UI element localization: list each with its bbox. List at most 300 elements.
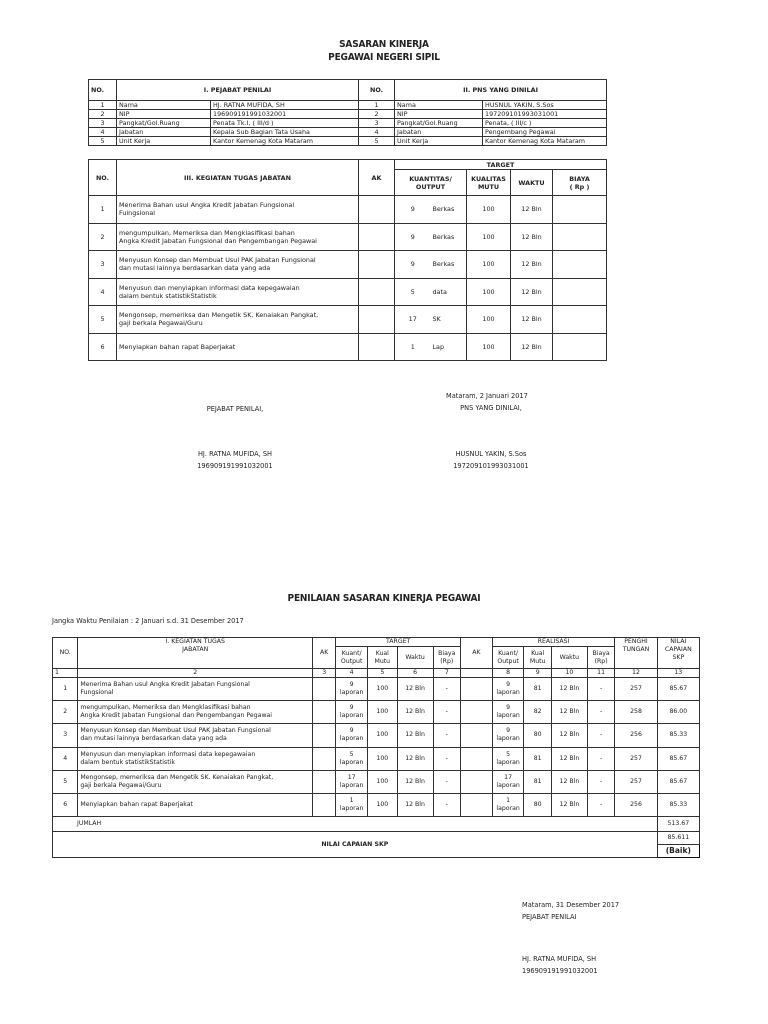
row-qty-value: 9 — [349, 704, 354, 712]
task-ak — [359, 196, 395, 224]
task-ak — [359, 306, 395, 334]
doc1-left-role: PEJABAT PENILAI, — [206, 405, 264, 413]
col-number: 2 — [78, 669, 313, 678]
task-row — [89, 251, 607, 279]
task-desc-line2: dan mutasi lainnya berdasarkan data yang ada — [119, 264, 271, 273]
row-qty-value: 17 — [504, 773, 513, 781]
penghitungan-line2: TUNGAN — [622, 646, 650, 653]
col-number: 10 — [551, 669, 587, 678]
task-ak — [359, 223, 395, 251]
id-label: Pangkat/Gol.Ruang — [117, 119, 211, 128]
row-real-qty — [492, 793, 524, 816]
row-target-qty — [336, 678, 368, 701]
doc2-name: HJ. RATNA MUFIDA, SH — [522, 955, 597, 963]
id-no2: 3 — [359, 119, 395, 128]
task-biaya — [553, 278, 607, 306]
task-no: 1 — [89, 196, 117, 224]
col-number: 9 — [524, 669, 551, 678]
task-ak — [359, 333, 395, 361]
row-real-qty — [492, 678, 524, 701]
row-target-mutu: 100 — [368, 724, 398, 747]
biaya-line1: Biaya — [592, 649, 610, 657]
task-unit: Lap — [431, 333, 467, 361]
doc1-right-name: HUSNUL YAKIN, S.Sos — [455, 450, 527, 458]
task-qty: 9 — [395, 251, 431, 279]
id-no: 2 — [89, 110, 117, 119]
task-no: 2 — [89, 223, 117, 251]
row-qty-value: 9 — [349, 681, 354, 689]
row-qty-unit: laporan — [339, 781, 364, 789]
task-desc — [117, 306, 359, 334]
task-desc-line1: Menerima Bahan usul Angka Kredit Jabatan Fungsional — [119, 201, 295, 210]
biaya-line1: Biaya — [438, 649, 456, 657]
doc1-task-table — [88, 159, 607, 196]
id-value2: 197209101993031001 — [483, 110, 607, 119]
row-desc — [78, 724, 313, 747]
col-number: 1 — [53, 669, 78, 678]
row-desc-line2: Angka Kredit Jabatan Fungsional dan Pengembangan Pegawai — [80, 712, 273, 720]
task-ak — [359, 278, 395, 306]
task-desc-line2: Angka Kredit Jabatan Fungsional dan Pengembangan Pegawai — [119, 236, 317, 245]
row-real-waktu: 12 Bln — [551, 747, 587, 770]
doc1-task-rows — [88, 195, 607, 361]
row-target-biaya: - — [433, 678, 461, 701]
task-no: 5 — [89, 306, 117, 334]
row-desc-line2: gaji berkala Pegawai/Guru — [80, 781, 162, 789]
row-target-waktu: 12 Bln — [397, 770, 433, 793]
task-waktu: 12 Bln — [511, 223, 553, 251]
row-qty-value: 1 — [506, 797, 511, 805]
kuant-line2: Output — [340, 657, 363, 665]
task-desc-line2: dalam bentuk statistikStatistik — [119, 291, 217, 300]
id-value2: Pengembang Pegawai — [483, 128, 607, 137]
row-target-waktu: 12 Bln — [397, 747, 433, 770]
row-desc-line1: Menyusun Konsep dan Membuat Usul PAK Jabatan Fungsional — [80, 727, 271, 735]
kuant-line2: Output — [497, 657, 519, 665]
biaya-label: BIAYA — [569, 174, 590, 183]
row-ak-target — [313, 678, 336, 701]
t-kual-header — [368, 647, 398, 669]
task-desc — [117, 223, 359, 251]
id-no: 3 — [89, 119, 117, 128]
row-ak-target — [313, 701, 336, 724]
row-ak-target — [313, 770, 336, 793]
kualitas-label: KUALITAS — [471, 174, 506, 183]
row-desc-line2: Fungsional — [80, 689, 114, 697]
kegiatan-line1: I. KEGIATAN TUGAS — [165, 638, 225, 645]
task-mutu: 100 — [467, 306, 511, 334]
row-qty-value: 9 — [349, 727, 354, 735]
row-qty-value: 1 — [349, 797, 354, 805]
biaya-line2: (Rp) — [594, 657, 608, 665]
row-real-biaya: - — [587, 724, 614, 747]
kuant-line1: Kuant/ — [498, 649, 519, 657]
id-no: 5 — [89, 137, 117, 146]
row-desc-line1: mengumpulkan, Memeriksa dan Mengklasifikasi bahan — [80, 704, 251, 712]
doc1-title-line1: SASARAN KINERJA — [339, 39, 429, 50]
row-no: 3 — [53, 724, 78, 747]
row-qty-value: 9 — [506, 727, 511, 735]
col-number: 12 — [615, 669, 657, 678]
table-row — [53, 747, 700, 770]
id-no: 4 — [89, 128, 117, 137]
t-waktu-header: Waktu — [397, 647, 433, 669]
table-row — [53, 770, 700, 793]
row-ak-target — [313, 793, 336, 816]
doc2-nip: 196909191991032001 — [522, 967, 598, 975]
kuant-line1: Kuant/ — [341, 649, 362, 657]
doc2-nilai-row — [53, 832, 700, 845]
task-header-target: TARGET — [395, 160, 607, 170]
col-number: 6 — [397, 669, 433, 678]
task-unit: Berkas — [431, 223, 467, 251]
table-row — [53, 678, 700, 701]
task-no: 4 — [89, 278, 117, 306]
id-no2: 1 — [359, 101, 395, 110]
doc1-header-pejabat: I. PEJABAT PENILAI — [117, 80, 359, 101]
row-target-biaya: - — [433, 701, 461, 724]
row-target-waktu: 12 Bln — [397, 701, 433, 724]
task-waktu: 12 Bln — [511, 278, 553, 306]
row-ak-realisasi — [461, 678, 493, 701]
doc2-header-no: NO. — [53, 638, 78, 669]
row-no: 1 — [53, 678, 78, 701]
row-no: 4 — [53, 747, 78, 770]
row-real-mutu: 80 — [524, 793, 551, 816]
doc1-place-date: Mataram, 2 Januari 2017 — [446, 392, 528, 400]
row-target-waktu: 12 Bln — [397, 678, 433, 701]
task-waktu: 12 Bln — [511, 196, 553, 224]
task-biaya — [553, 223, 607, 251]
row-qty-unit: laporan — [496, 781, 520, 789]
task-no: 3 — [89, 251, 117, 279]
row-real-mutu: 81 — [524, 770, 551, 793]
task-header-kegiatan: III. KEGIATAN TUGAS JABATAN — [117, 160, 359, 196]
doc1-identity-table — [88, 79, 607, 146]
biaya-line2: (Rp) — [440, 657, 454, 665]
id-no: 1 — [89, 101, 117, 110]
kegiatan-line2: JABATAN — [182, 646, 209, 653]
doc2-header-nilai — [657, 638, 699, 669]
task-desc — [117, 251, 359, 279]
table-row — [53, 701, 700, 724]
row-target-biaya: - — [433, 724, 461, 747]
row-real-biaya: - — [587, 770, 614, 793]
id-value: HJ. RATNA MUFIDA, SH — [211, 101, 359, 110]
rp-label: ( Rp ) — [569, 182, 590, 191]
row-real-qty — [492, 770, 524, 793]
id-label: Nama — [117, 101, 211, 110]
row-qty-value: 9 — [506, 681, 511, 689]
id-value: Kepala Sub Bagian Tata Usaha — [211, 128, 359, 137]
row-real-waktu: 12 Bln — [551, 770, 587, 793]
row-nilai: 85.67 — [657, 678, 699, 701]
task-waktu: 12 Bln — [511, 251, 553, 279]
id-label2: Nama — [395, 101, 483, 110]
task-waktu: 12 Bln — [511, 333, 553, 361]
row-target-waktu: 12 Bln — [397, 793, 433, 816]
row-qty-value: 9 — [506, 704, 511, 712]
id-value: Penata Tk.I, ( III/d ) — [211, 119, 359, 128]
doc1-left-nip: 196909191991032001 — [197, 462, 273, 470]
row-real-waktu: 12 Bln — [551, 793, 587, 816]
row-target-qty — [336, 724, 368, 747]
task-biaya — [553, 306, 607, 334]
row-ak-realisasi — [461, 747, 493, 770]
row-real-biaya: - — [587, 701, 614, 724]
task-desc-line1: Mengonsep, memeriksa dan Mengetik SK. Kenaiakan Pangkat, — [119, 311, 319, 320]
jumlah-label: JUMLAH — [53, 817, 658, 832]
nilai-line2: CAPAIAN — [664, 646, 692, 653]
id-value: 196909191991032001 — [211, 110, 359, 119]
task-row — [89, 196, 607, 224]
doc1-identity-row — [89, 110, 607, 119]
task-mutu: 100 — [467, 333, 511, 361]
row-desc — [78, 747, 313, 770]
row-target-mutu: 100 — [368, 770, 398, 793]
task-unit: Berkas — [431, 251, 467, 279]
output-label: OUTPUT — [415, 182, 446, 191]
col-number-empty — [461, 669, 493, 678]
col-number: 5 — [368, 669, 398, 678]
col-number: 13 — [657, 669, 699, 678]
r-waktu-header: Waktu — [551, 647, 587, 669]
row-target-qty — [336, 747, 368, 770]
task-unit: data — [431, 278, 467, 306]
nilai-capaian-value: 85.611 — [657, 832, 699, 845]
task-no: 6 — [89, 333, 117, 361]
col-number: 8 — [492, 669, 524, 678]
col-number: 4 — [336, 669, 368, 678]
row-no: 6 — [53, 793, 78, 816]
row-real-waktu: 12 Bln — [551, 678, 587, 701]
id-no2: 5 — [359, 137, 395, 146]
nilai-line1: NILAI — [670, 638, 687, 645]
row-desc — [78, 678, 313, 701]
row-nilai: 85.33 — [657, 724, 699, 747]
row-penghitungan: 258 — [615, 701, 657, 724]
task-desc-line2: Fuingsional — [119, 209, 156, 218]
row-nilai: 85.67 — [657, 770, 699, 793]
row-real-waktu: 12 Bln — [551, 701, 587, 724]
doc1-identity-row — [89, 128, 607, 137]
col-number: 3 — [313, 669, 336, 678]
row-desc-line2: dalam bentuk statistikStatistik — [80, 758, 175, 766]
row-real-qty — [492, 747, 524, 770]
doc2-jumlah-row — [53, 817, 700, 832]
doc2-header-ak-target: AK — [313, 638, 336, 669]
row-penghitungan: 256 — [615, 793, 657, 816]
id-label2: Unit Kerja — [395, 137, 483, 146]
row-target-biaya: - — [433, 793, 461, 816]
task-header-biaya — [553, 170, 607, 196]
row-qty-unit: laporan — [339, 712, 364, 720]
task-qty: 17 — [395, 306, 431, 334]
row-real-mutu: 82 — [524, 701, 551, 724]
doc2-title: PENILAIAN SASARAN KINERJA PEGAWAI — [287, 593, 481, 604]
row-nilai: 85.33 — [657, 793, 699, 816]
task-desc — [117, 333, 359, 361]
row-qty-value: 5 — [506, 750, 511, 758]
col-number: 11 — [587, 669, 614, 678]
row-desc-line1: Menyusun dan menyiapkan informasi data kepegawaian — [80, 750, 256, 758]
row-target-biaya: - — [433, 770, 461, 793]
task-qty: 1 — [395, 333, 431, 361]
table-row — [53, 793, 700, 816]
row-desc — [78, 701, 313, 724]
task-mutu: 100 — [467, 196, 511, 224]
row-ak-realisasi — [461, 724, 493, 747]
doc2-table — [52, 637, 700, 858]
t-biaya-header — [433, 647, 461, 669]
row-qty-unit: laporan — [339, 805, 364, 813]
task-desc — [117, 196, 359, 224]
row-qty-unit: laporan — [496, 712, 520, 720]
row-ak-realisasi — [461, 770, 493, 793]
row-penghitungan: 257 — [615, 678, 657, 701]
row-real-qty — [492, 701, 524, 724]
doc1-left-name: HJ. RATNA MUFIDA, SH — [197, 450, 273, 458]
id-label: Unit Kerja — [117, 137, 211, 146]
kual-line2: Mutu — [374, 657, 391, 665]
doc1-title-line2: PEGAWAI NEGERI SIPIL — [328, 52, 440, 63]
doc2-header-penghitungan — [615, 638, 657, 669]
row-qty-unit: laporan — [496, 689, 520, 697]
row-no: 2 — [53, 701, 78, 724]
r-kual-header — [524, 647, 551, 669]
row-desc — [78, 770, 313, 793]
penghitungan-line1: PENGHI — [624, 638, 648, 645]
doc2-role: PEJABAT PENILAI — [522, 913, 577, 921]
row-real-biaya: - — [587, 678, 614, 701]
row-ak-target — [313, 724, 336, 747]
task-desc-line2: gaji berkala Pegawai/Guru — [119, 319, 203, 328]
row-qty-unit: laporan — [496, 805, 520, 813]
row-qty-unit: laporan — [339, 758, 364, 766]
task-row — [89, 306, 607, 334]
doc1-identity-row — [89, 137, 607, 146]
id-value2: Kantor Kemenag Kota Mataram — [483, 137, 607, 146]
row-qty-value: 17 — [347, 773, 356, 781]
row-target-qty — [336, 793, 368, 816]
task-biaya — [553, 251, 607, 279]
kuantitas-label: KUANTITAS/ — [409, 174, 452, 183]
table-row — [53, 724, 700, 747]
doc2-period: Jangka Waktu Penilaian : 2 Januari s.d. 31 Desember 2017 — [52, 617, 244, 625]
kual-line1: Kual — [375, 649, 389, 657]
row-qty-unit: laporan — [339, 735, 364, 743]
row-target-biaya: - — [433, 747, 461, 770]
doc2-header-kegiatan — [78, 638, 313, 669]
row-penghitungan: 257 — [615, 770, 657, 793]
doc1-right-role: PNS YANG DINILAI, — [460, 404, 522, 412]
doc1-header-pns: II. PNS YANG DINILAI — [395, 80, 607, 101]
row-nilai: 86.00 — [657, 701, 699, 724]
nilai-line3: SKP — [672, 654, 685, 661]
t-kuant-header — [336, 647, 368, 669]
id-label2: Pangkat/Gol.Ruang — [395, 119, 483, 128]
kual-line1: Kual — [531, 649, 545, 657]
task-mutu: 100 — [467, 278, 511, 306]
id-no2: 2 — [359, 110, 395, 119]
row-target-mutu: 100 — [368, 678, 398, 701]
nilai-capaian-label: NILAI CAPAIAN SKP — [53, 832, 658, 858]
id-label: Jabatan — [117, 128, 211, 137]
task-header-kualitas — [467, 170, 511, 196]
id-label2: Jabatan — [395, 128, 483, 137]
row-desc-line1: Mengonsep, memeriksa dan Mengetik SK. Kenaiakan Pangkat, — [80, 773, 274, 781]
row-ak-target — [313, 747, 336, 770]
predikat-badge: (Baik) — [657, 845, 699, 858]
row-real-qty — [492, 724, 524, 747]
task-header-ak: AK — [359, 160, 395, 196]
task-header-kuantitas — [395, 170, 467, 196]
task-qty: 9 — [395, 196, 431, 224]
doc2-header-ak-realisasi: AK — [461, 638, 493, 669]
task-biaya — [553, 196, 607, 224]
row-real-mutu: 80 — [524, 724, 551, 747]
doc1-right-nip: 197209101993031001 — [453, 462, 529, 470]
task-header-no: NO. — [89, 160, 117, 196]
task-mutu: 100 — [467, 223, 511, 251]
row-target-mutu: 100 — [368, 701, 398, 724]
r-biaya-header — [587, 647, 614, 669]
row-penghitungan: 257 — [615, 747, 657, 770]
row-penghitungan: 256 — [615, 724, 657, 747]
task-ak — [359, 251, 395, 279]
doc2-header-realisasi: REALISASI — [492, 638, 615, 647]
id-label2: NIP — [395, 110, 483, 119]
row-real-biaya: - — [587, 747, 614, 770]
task-qty: 5 — [395, 278, 431, 306]
row-real-biaya: - — [587, 793, 614, 816]
row-desc-line1: Menerima Bahan usul Angka Kredit Jabatan Fungsional — [80, 681, 250, 689]
col-number: 7 — [433, 669, 461, 678]
row-target-qty — [336, 770, 368, 793]
mutu-label: MUTU — [477, 182, 500, 191]
doc2-place-date: Mataram, 31 Desember 2017 — [522, 901, 620, 909]
task-row — [89, 278, 607, 306]
row-target-mutu: 100 — [368, 747, 398, 770]
task-header-waktu: WAKTU — [511, 170, 553, 196]
doc1-header-no-right: NO. — [359, 80, 395, 101]
id-no2: 4 — [359, 128, 395, 137]
doc1-identity-row — [89, 101, 607, 110]
task-mutu: 100 — [467, 251, 511, 279]
row-real-waktu: 12 Bln — [551, 724, 587, 747]
id-value: Kantor Kemenag Kota Mataram — [211, 137, 359, 146]
task-desc-line1: Menyusun Konsep dan Membuat Usul PAK Jabatan Fungsional — [119, 256, 316, 265]
task-biaya — [553, 333, 607, 361]
doc2-header-target: TARGET — [336, 638, 461, 647]
row-desc — [78, 793, 313, 816]
task-unit: Berkas — [431, 196, 467, 224]
row-target-mutu: 100 — [368, 793, 398, 816]
row-target-waktu: 12 Bln — [397, 724, 433, 747]
doc2-col-numbers — [53, 669, 700, 678]
row-target-qty — [336, 701, 368, 724]
row-real-mutu: 81 — [524, 747, 551, 770]
row-qty-unit: laporan — [496, 735, 520, 743]
task-waktu: 12 Bln — [511, 306, 553, 334]
row-ak-realisasi — [461, 793, 493, 816]
task-desc-line1: Menyusun dan menyiapkan informasi data kepegawaian — [119, 283, 300, 292]
task-row — [89, 333, 607, 361]
id-value2: HUSNUL YAKIN, S.Sos — [483, 101, 607, 110]
task-unit: SK — [431, 306, 467, 334]
kual-line2: Mutu — [529, 657, 546, 665]
row-desc-line1: Menyiapkan bahan rapat Baperjakat — [80, 801, 193, 809]
